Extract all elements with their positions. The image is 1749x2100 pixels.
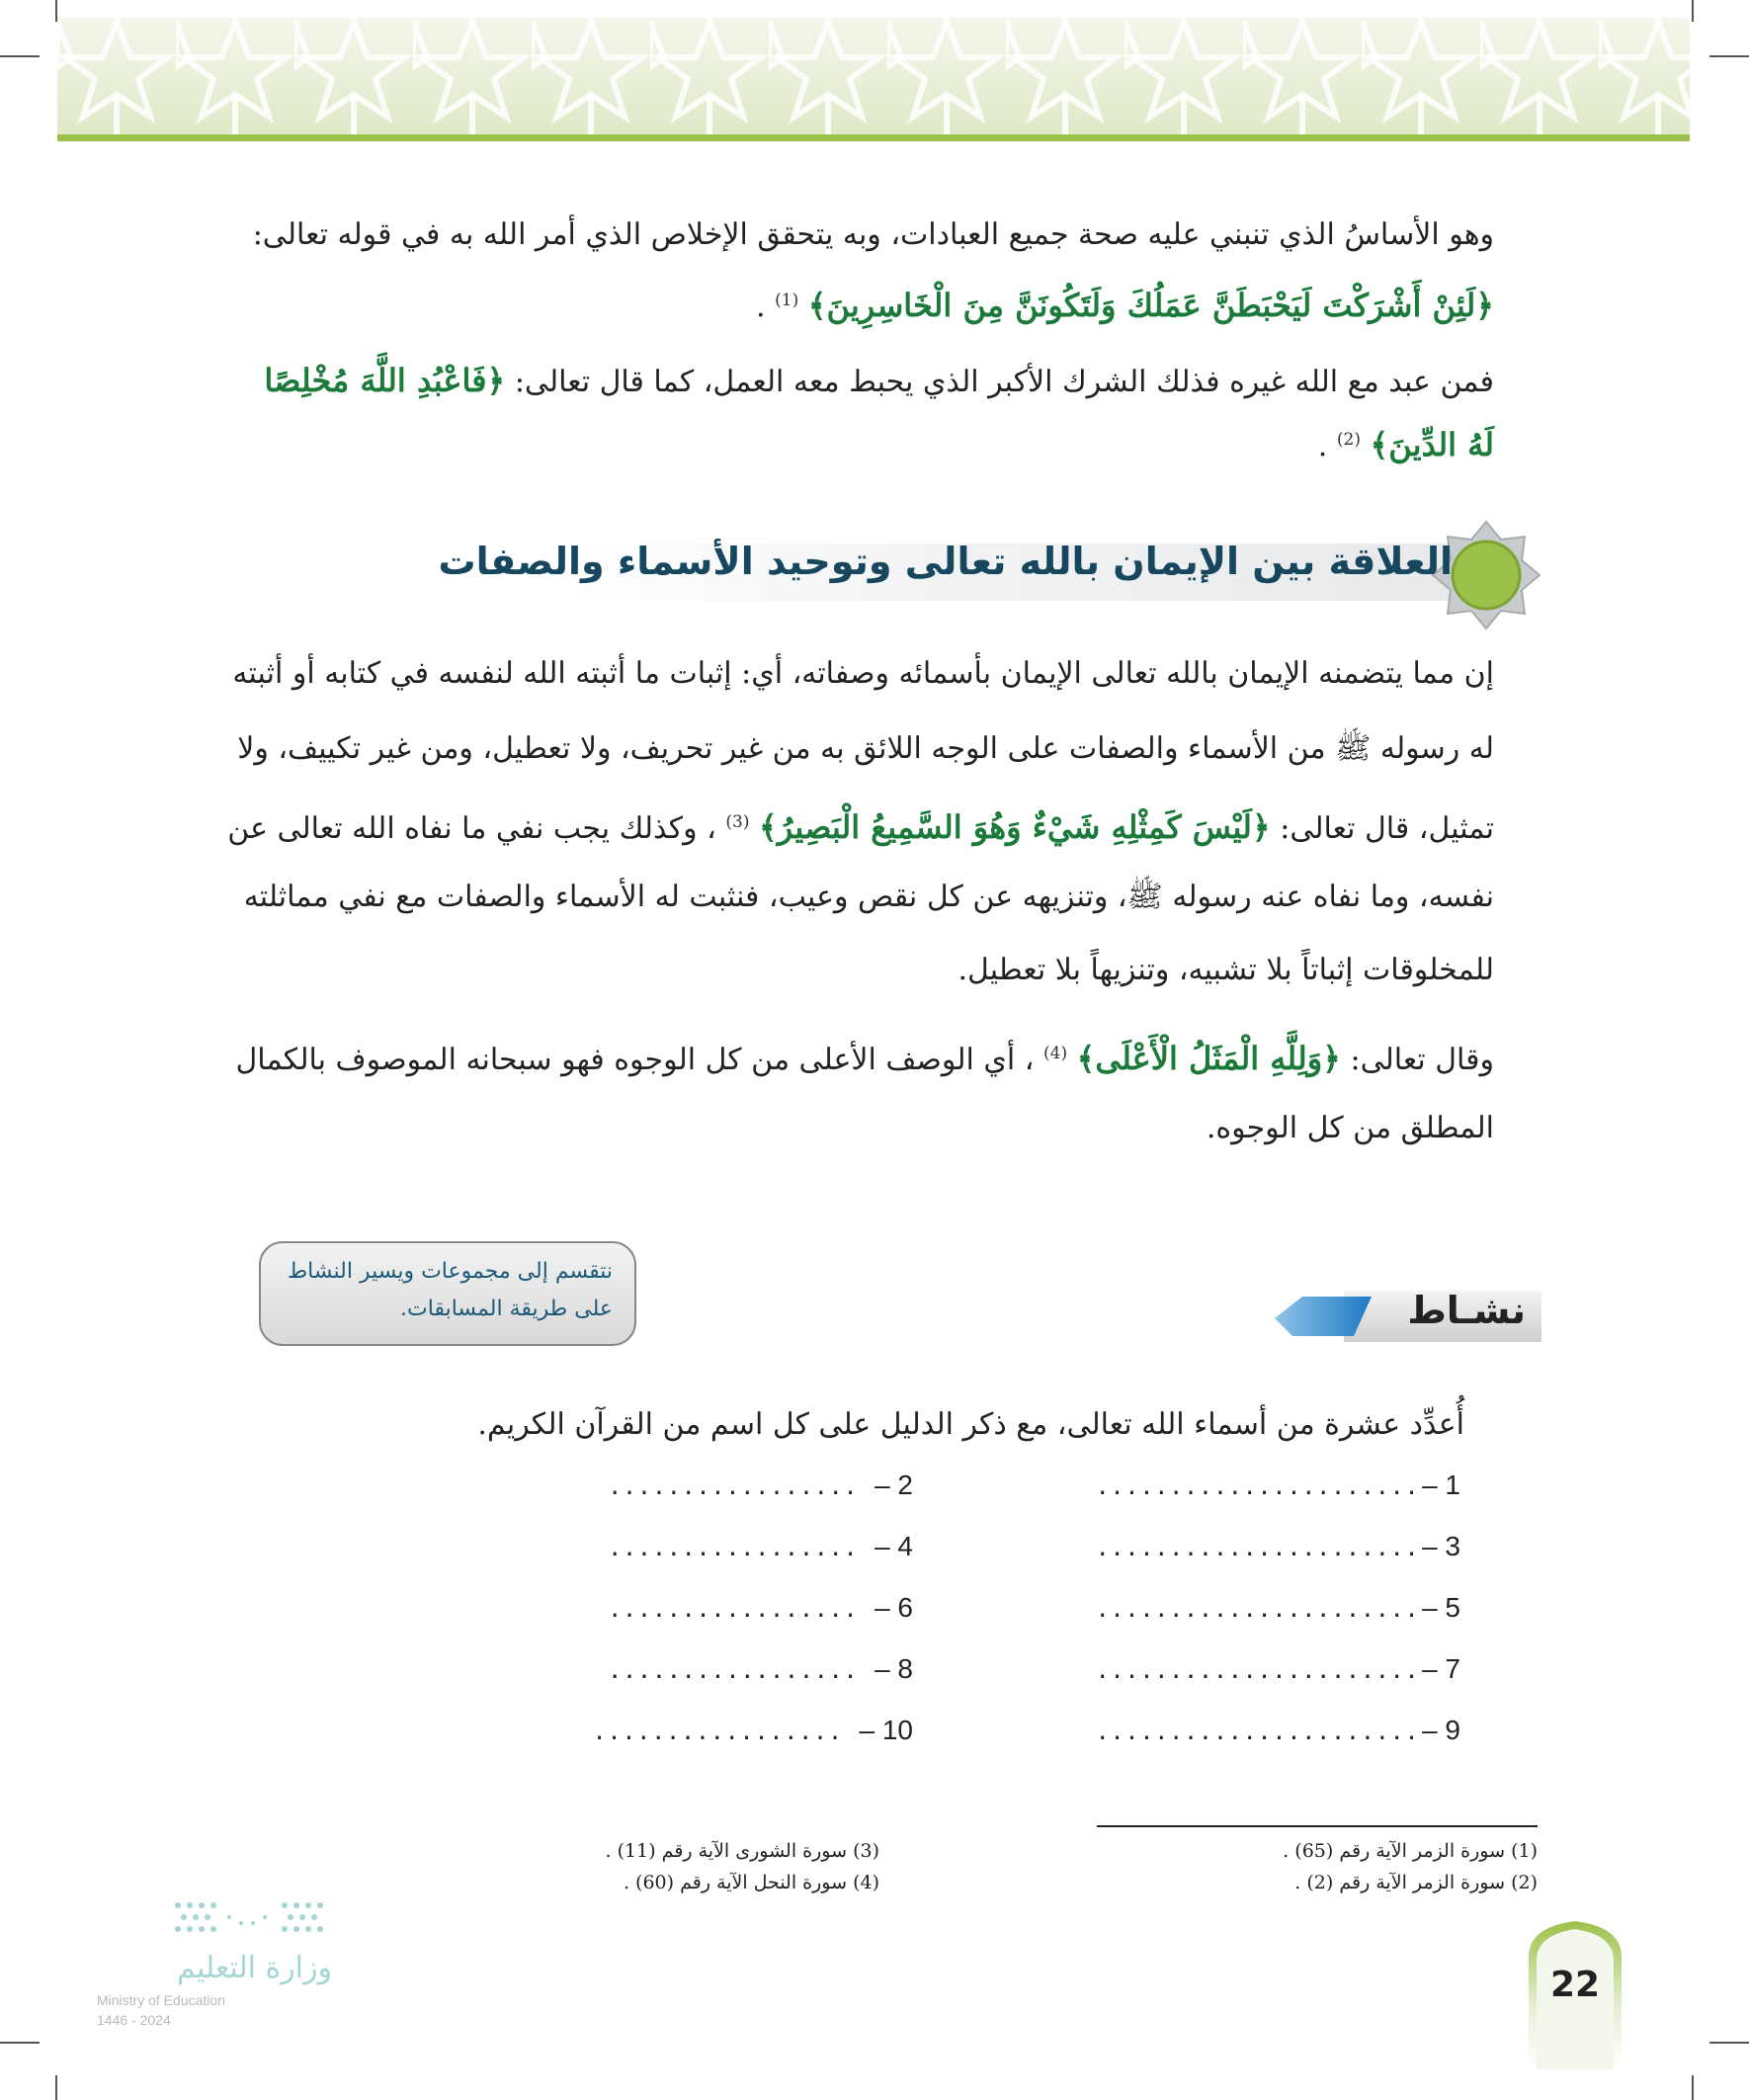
answer-number: 5 – [1422, 1592, 1460, 1623]
answer-dots: ...................... [1098, 1652, 1423, 1685]
answer-number: 9 – [1422, 1715, 1460, 1745]
footnote-ref-3: (3) [725, 812, 750, 832]
activity-instruction: أُعدِّد عشرة من أسماء الله تعالى، مع ذكر الدليل على كل اسم من القرآن الكريم. [477, 1407, 1464, 1442]
answer-number: 6 – [874, 1592, 913, 1623]
answer-number: 2 – [874, 1470, 913, 1500]
verse-1: ﴿لَئِنْ أَشْرَكْتَ لَيَحْبَطَنَّ عَمَلُكَ وَلَتَكُونَنَّ مِنَ الْخَاسِرِينَ﴾ [807, 287, 1494, 324]
section-heading-text: العلاقة بين الإيمان بالله تعالى وتوحيد الأسماء والصفات [438, 540, 1453, 583]
answer-line-5[interactable] [1098, 1591, 1460, 1624]
crop-mark [0, 55, 40, 57]
footnote-ref-1: (1) [775, 291, 799, 310]
answer-number: 10 – [859, 1715, 913, 1745]
crop-mark [55, 2075, 57, 2100]
verse-2-part-1: ﴿فَاعْبُدِ اللَّهَ مُخْلِصًا [264, 362, 506, 399]
crop-mark [1709, 55, 1749, 57]
para-line-6 [209, 1034, 1494, 1080]
footnote-1: (1) سورة الزمر الآية رقم (65) . [1283, 1840, 1538, 1862]
answer-line-4[interactable] [611, 1530, 913, 1562]
activity-tab-label: نشـاط [1407, 1289, 1526, 1332]
para-line-6-pre: وقال تعالى: [1350, 1043, 1494, 1077]
section-heading [438, 534, 1541, 613]
answer-line-3[interactable] [1098, 1530, 1460, 1562]
header-banner [57, 18, 1690, 134]
activity-tab [1275, 1287, 1541, 1344]
para-line-1: إن مما يتضمنه الإيمان بالله تعالى الإيمان بأسمائه وصفاته، أي: إثبات ما أثبته الله لنفسه في كتابه أو أثبته [232, 656, 1494, 691]
para-line-4: نفسه، وما نفاه عنه رسوله ﷺ، وتنزيهه عن كل نقص وعيب، فنثبت له الأسماء والصفات مع نفي مماثلته [243, 880, 1494, 914]
answer-line-10[interactable] [595, 1714, 913, 1746]
answer-number: 7 – [1422, 1653, 1460, 1684]
intro-line-1: وهو الأساسُ الذي تنبني عليه صحة جميع العبادات، وبه يتحقق الإخلاص الذي أمر الله به في قوله تعالى: [252, 217, 1494, 252]
answer-dots: ................. [610, 1591, 862, 1624]
verse-1-period: . [756, 290, 766, 324]
answer-line-9[interactable] [1098, 1714, 1460, 1746]
crop-mark [1692, 2075, 1694, 2100]
intro-verse-2-line [209, 420, 1494, 466]
para-line-3 [209, 802, 1494, 849]
verse-4: ﴿وَلِلَّهِ الْمَثَلُ الْأَعْلَى﴾ [1076, 1040, 1341, 1077]
answer-number: 4 – [874, 1531, 913, 1561]
para-line-3-post: ، وكذلك يجب نفي ما نفاه الله تعالى عن [227, 811, 716, 846]
verse-2-period: . [1317, 429, 1328, 463]
para-line-3-pre: تمثيل، قال تعالى: [1280, 811, 1494, 846]
footnote-ref-4: (4) [1043, 1044, 1068, 1063]
header-pattern [57, 18, 1690, 134]
logo-year: 2024 - 1446 [97, 2012, 171, 2028]
answer-number: 8 – [874, 1653, 913, 1684]
footnote-3: (3) سورة الشورى الآية رقم (11) . [605, 1840, 879, 1862]
logo-dots-icon [170, 1897, 328, 1945]
activity-note [259, 1241, 636, 1346]
answer-dots: ................. [610, 1469, 862, 1501]
footnote-rule [1097, 1825, 1538, 1827]
intro-line-2-text: فمن عبد مع الله غيره فذلك الشرك الأكبر الذي يحبط معه العمل، كما قال تعالى: [514, 365, 1494, 399]
activity-note-line-2: على طريقة المسابقات. [400, 1297, 613, 1321]
answer-line-2[interactable] [611, 1469, 913, 1501]
para-line-6-post: ، أي الوصف الأعلى من كل الوجوه فهو سبحانه الموصوف بالكمال [235, 1043, 1035, 1077]
verse-2-part-2: لَهُ الدِّينَ﴾ [1370, 426, 1494, 463]
crop-mark [0, 2042, 40, 2044]
answer-dots: ................. [610, 1530, 862, 1562]
footnote-4: (4) سورة النحل الآية رقم (60) . [623, 1872, 879, 1893]
activity-note-line-1: نتقسم إلى مجموعات ويسير النشاط [287, 1259, 613, 1284]
ministry-logo [95, 1897, 332, 2036]
crop-mark [1709, 2042, 1749, 2044]
header-rule [57, 134, 1690, 141]
answer-number: 1 – [1422, 1470, 1460, 1500]
answer-dots: ...................... [1098, 1530, 1423, 1562]
answer-dots: ...................... [1098, 1714, 1423, 1746]
page-number: 22 [1549, 1965, 1601, 2005]
answer-dots: ................. [610, 1652, 862, 1685]
para-line-7: المطلق من كل الوجوه. [1206, 1111, 1494, 1145]
para-line-5: للمخلوقات إثباتاً بلا تشبيه، وتنزيهاً بلا تعطيل. [958, 953, 1494, 987]
logo-name: وزارة التعليم [176, 1951, 332, 1985]
footnote-2: (2) سورة الزمر الآية رقم (2) . [1294, 1872, 1538, 1893]
answer-line-7[interactable] [1098, 1652, 1460, 1685]
crop-mark [1692, 0, 1694, 22]
answer-dots: ...................... [1098, 1469, 1423, 1501]
answer-line-1[interactable] [1098, 1469, 1460, 1501]
verse-3: ﴿لَيْسَ كَمِثْلِهِ شَيْءٌ وَهُوَ السَّمِيعُ الْبَصِيرُ﴾ [759, 808, 1271, 846]
footnote-ref-2: (2) [1336, 430, 1361, 450]
answer-line-8[interactable] [611, 1652, 913, 1685]
intro-line-2 [209, 361, 1494, 402]
intro-verse-1-line [209, 281, 1494, 327]
para-line-2: له رسوله ﷺ من الأسماء والصفات على الوجه اللائق به من غير تحريف، ولا تعطيل، ومن غير تكييف، ولا [237, 731, 1494, 766]
answer-dots: ................. [595, 1714, 846, 1746]
activity-note-text [288, 1253, 613, 1328]
answer-line-6[interactable] [611, 1591, 913, 1624]
answer-dots: ...................... [1098, 1591, 1423, 1624]
answer-number: 3 – [1422, 1531, 1460, 1561]
logo-english: Ministry of Education [97, 1992, 225, 2008]
page-number-badge [1529, 1921, 1622, 2069]
